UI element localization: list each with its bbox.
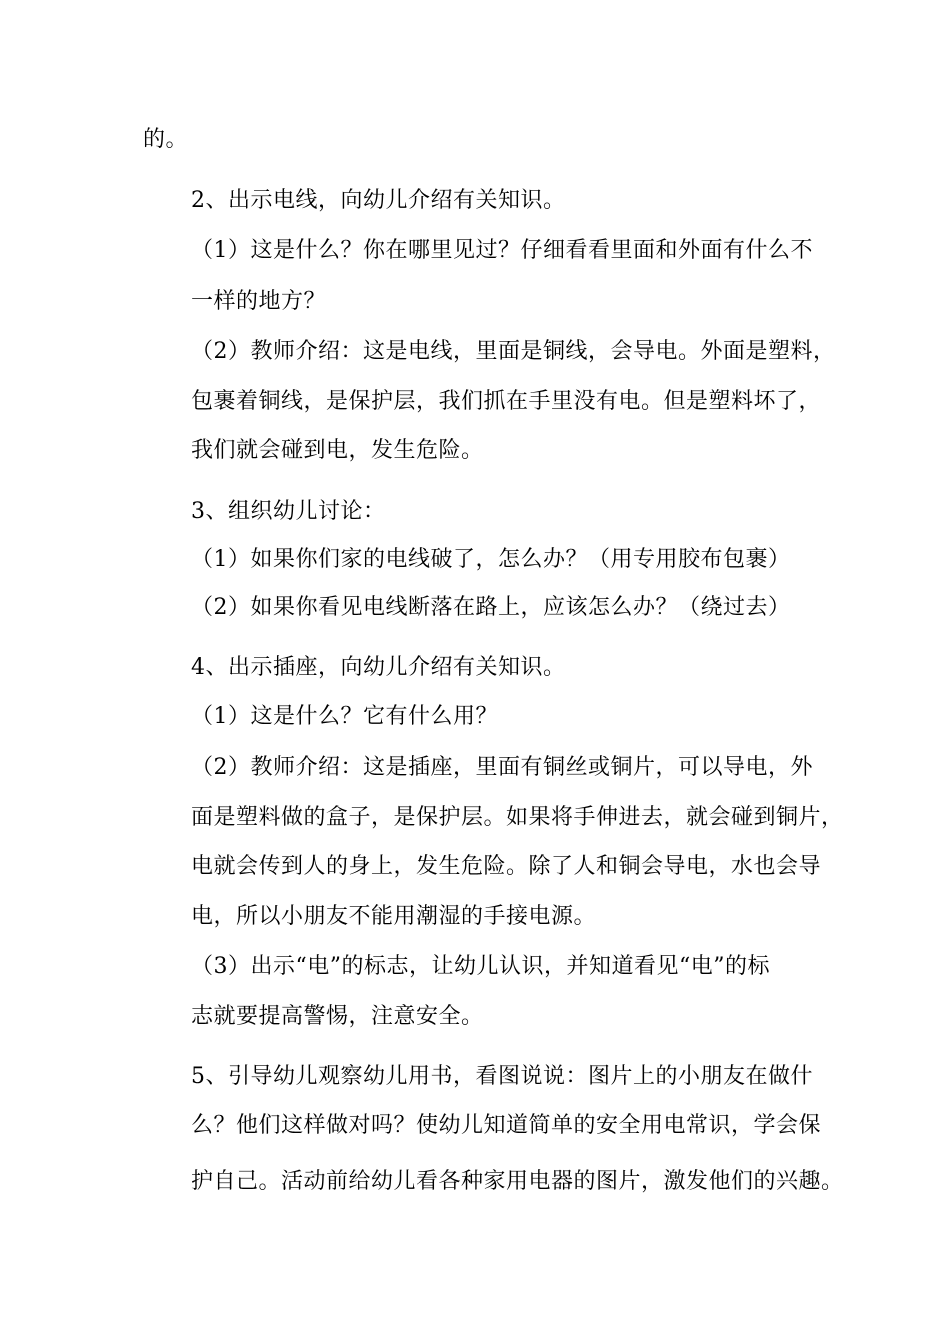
text-line-17: 志就要提高警惕，注意安全。 — [191, 1004, 484, 1029]
text-line-14: 电就会传到人的身上，发生危险。除了人和铜会导电，水也会导 — [191, 854, 822, 879]
text-line-5: 包裹着铜线，是保护层，我们抓在手里没有电。但是塑料坏了， — [191, 389, 822, 414]
text-line-4: （2）教师介绍：这是电线，里面是铜线，会导电。外面是塑料， — [191, 339, 836, 364]
text-line-16: （3）出示“电”的标志，让幼儿认识，并知道看见“电”的标 — [191, 954, 770, 979]
text-line-12: （2）教师介绍：这是插座，里面有铜丝或铜片，可以导电，外 — [191, 755, 813, 780]
text-line-0: 的。 — [143, 127, 189, 152]
text-line-6: 我们就会碰到电，发生危险。 — [191, 438, 484, 463]
text-line-8: （1）如果你们家的电线破了，怎么办？（用专用胶布包裹） — [191, 547, 791, 572]
text-line-10: 4、出示插座，向幼儿介绍有关知识。 — [191, 655, 566, 680]
text-line-2: （1）这是什么？你在哪里见过？仔细看看里面和外面有什么不 — [191, 238, 813, 263]
text-line-9: （2）如果你看见电线断落在路上，应该怎么办？（绕过去） — [191, 595, 791, 620]
text-line-1: 2、出示电线，向幼儿介绍有关知识。 — [191, 188, 566, 213]
text-line-20: 护自己。活动前给幼儿看各种家用电器的图片，激发他们的兴趣。 — [191, 1169, 844, 1194]
text-line-18: 5、引导幼儿观察幼儿用书，看图说说：图片上的小朋友在做什 — [191, 1064, 813, 1089]
text-line-13: 面是塑料做的盒子，是保护层。如果将手伸进去，就会碰到铜片， — [191, 805, 844, 830]
text-line-7: 3、组织幼儿讨论： — [191, 499, 386, 524]
text-line-19: 么？他们这样做对吗？使幼儿知道简单的安全用电常识，学会保 — [191, 1113, 822, 1138]
text-line-3: 一样的地方？ — [191, 289, 327, 314]
text-line-11: （1）这是什么？它有什么用？ — [191, 704, 498, 729]
text-line-15: 电，所以小朋友不能用潮湿的手接电源。 — [191, 904, 597, 929]
